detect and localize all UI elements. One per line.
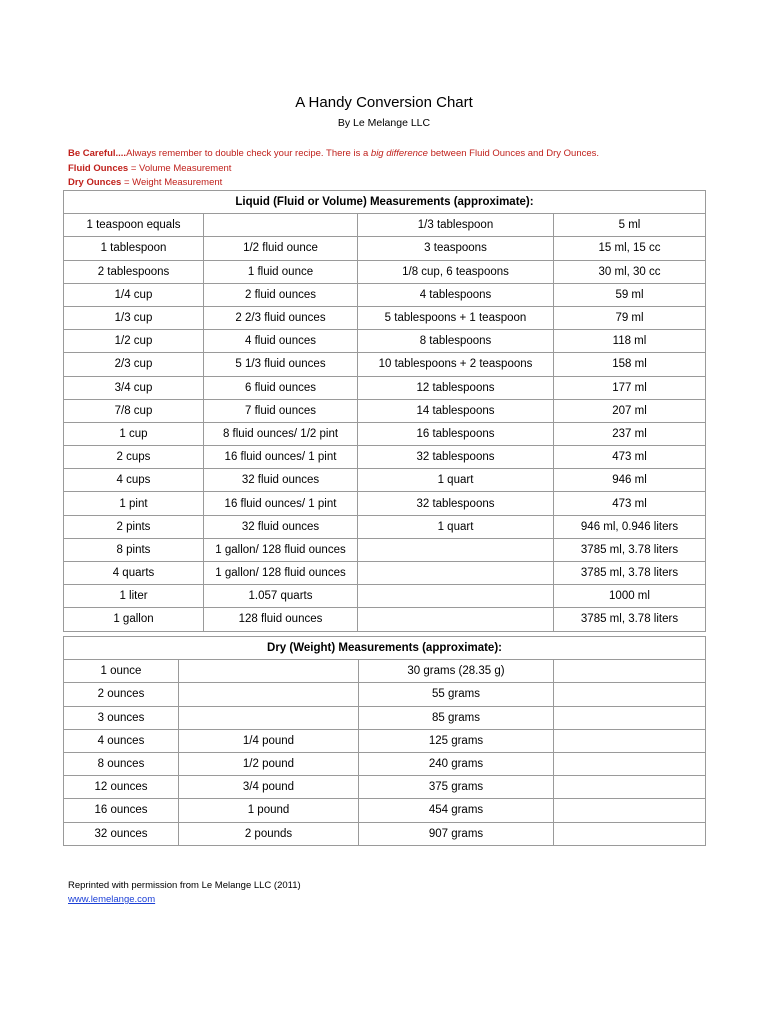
table-row xyxy=(64,260,706,283)
table-row xyxy=(64,608,706,631)
table-cell: 55 grams xyxy=(359,683,554,706)
table-cell: 5 tablespoons + 1 teaspoon xyxy=(358,306,554,329)
dry-label: Dry Ounces xyxy=(68,177,122,188)
table-row xyxy=(64,799,706,822)
reprint-note: Reprinted with permission from Le Melange LLC (2011) xyxy=(68,880,301,891)
table-cell: 5 1/3 fluid ounces xyxy=(204,353,358,376)
table-cell: 7 fluid ounces xyxy=(204,399,358,422)
table-cell xyxy=(358,585,554,608)
table-cell: 118 ml xyxy=(554,330,706,353)
table-row xyxy=(64,214,706,237)
table-cell: 1 gallon xyxy=(64,608,204,631)
table-cell: 1 gallon/ 128 fluid ounces xyxy=(204,562,358,585)
table-cell: 1 ounce xyxy=(64,660,179,683)
table-row xyxy=(64,515,706,538)
table-cell: 454 grams xyxy=(359,799,554,822)
careful-text-a: Always remember to double check your recipe. There is a xyxy=(126,148,371,159)
table-row xyxy=(64,660,706,683)
table-cell: 3/4 cup xyxy=(64,376,204,399)
table-cell: 1 teaspoon equals xyxy=(64,214,204,237)
careful-emphasis: big difference xyxy=(370,148,428,159)
liquid-measurements-table xyxy=(63,190,706,632)
table-cell: 4 ounces xyxy=(64,729,179,752)
table-cell: 128 fluid ounces xyxy=(204,608,358,631)
table-cell: 30 grams (28.35 g) xyxy=(359,660,554,683)
table-cell: 1/2 cup xyxy=(64,330,204,353)
table-row xyxy=(64,752,706,775)
table-cell: 4 quarts xyxy=(64,562,204,585)
careful-label: Be Careful.... xyxy=(68,148,127,159)
table-cell: 14 tablespoons xyxy=(358,399,554,422)
table-cell: 158 ml xyxy=(554,353,706,376)
table-cell xyxy=(554,706,706,729)
table-row xyxy=(64,729,706,752)
table-cell: 8 ounces xyxy=(64,752,179,775)
table-row xyxy=(64,376,706,399)
table-cell xyxy=(358,538,554,561)
table-row xyxy=(64,776,706,799)
table-cell: 1/2 pound xyxy=(179,752,359,775)
table-cell xyxy=(179,706,359,729)
table-cell: 3785 ml, 3.78 liters xyxy=(554,608,706,631)
table-cell xyxy=(358,562,554,585)
table-row xyxy=(64,469,706,492)
table-cell: 10 tablespoons + 2 teaspoons xyxy=(358,353,554,376)
table-row xyxy=(64,237,706,260)
table-cell: 1 gallon/ 128 fluid ounces xyxy=(204,538,358,561)
table-cell: 1 quart xyxy=(358,515,554,538)
table-cell: 2 cups xyxy=(64,446,204,469)
table-cell: 79 ml xyxy=(554,306,706,329)
table-cell: 946 ml xyxy=(554,469,706,492)
table-cell: 3 ounces xyxy=(64,706,179,729)
table-cell: 1 liter xyxy=(64,585,204,608)
careful-text-b: between Fluid Ounces and Dry Ounces. xyxy=(427,148,600,159)
table-cell: 32 tablespoons xyxy=(358,492,554,515)
table-cell: 1 fluid ounce xyxy=(204,260,358,283)
table-cell xyxy=(179,660,359,683)
table-cell: 15 ml, 15 cc xyxy=(554,237,706,260)
table-row xyxy=(64,585,706,608)
table-cell: 2 pints xyxy=(64,515,204,538)
table-cell: 16 tablespoons xyxy=(358,422,554,445)
table-cell: 946 ml, 0.946 liters xyxy=(554,515,706,538)
table-cell: 237 ml xyxy=(554,422,706,445)
table-cell: 1/8 cup, 6 teaspoons xyxy=(358,260,554,283)
table-cell xyxy=(554,799,706,822)
table-cell: 4 tablespoons xyxy=(358,283,554,306)
table-row xyxy=(64,492,706,515)
table-row xyxy=(64,562,706,585)
table-row xyxy=(64,422,706,445)
table-row xyxy=(64,283,706,306)
table-cell: 3/4 pound xyxy=(179,776,359,799)
table-cell: 2 2/3 fluid ounces xyxy=(204,306,358,329)
table-cell xyxy=(554,660,706,683)
table-row xyxy=(64,399,706,422)
table-cell: 4 cups xyxy=(64,469,204,492)
table-row xyxy=(64,353,706,376)
dry-note xyxy=(68,177,222,188)
table-cell: 1 quart xyxy=(358,469,554,492)
table-cell: 59 ml xyxy=(554,283,706,306)
table-cell: 30 ml, 30 cc xyxy=(554,260,706,283)
table-row xyxy=(64,330,706,353)
liquid-table-header: Liquid (Fluid or Volume) Measurements (approximate): xyxy=(64,191,706,214)
table-cell: 375 grams xyxy=(359,776,554,799)
table-cell: 1/2 fluid ounce xyxy=(204,237,358,260)
table-row xyxy=(64,683,706,706)
table-cell xyxy=(554,729,706,752)
table-row xyxy=(64,446,706,469)
table-cell xyxy=(204,214,358,237)
table-cell: 16 fluid ounces/ 1 pint xyxy=(204,492,358,515)
dry-text: = Weight Measurement xyxy=(121,177,223,188)
table-cell: 8 fluid ounces/ 1/2 pint xyxy=(204,422,358,445)
table-cell: 8 tablespoons xyxy=(358,330,554,353)
table-cell: 1/4 cup xyxy=(64,283,204,306)
dry-measurements-table xyxy=(63,636,706,846)
table-cell: 1 pint xyxy=(64,492,204,515)
table-cell: 2 tablespoons xyxy=(64,260,204,283)
table-cell: 2/3 cup xyxy=(64,353,204,376)
table-cell: 12 tablespoons xyxy=(358,376,554,399)
table-cell: 7/8 cup xyxy=(64,399,204,422)
fluid-label: Fluid Ounces xyxy=(68,163,129,174)
table-cell: 32 tablespoons xyxy=(358,446,554,469)
table-row xyxy=(64,706,706,729)
table-cell: 85 grams xyxy=(359,706,554,729)
table-row xyxy=(64,822,706,845)
table-row xyxy=(64,306,706,329)
table-cell: 1 pound xyxy=(179,799,359,822)
table-cell: 1 cup xyxy=(64,422,204,445)
table-cell xyxy=(554,752,706,775)
table-cell: 16 fluid ounces/ 1 pint xyxy=(204,446,358,469)
table-cell: 32 fluid ounces xyxy=(204,469,358,492)
table-cell: 473 ml xyxy=(554,446,706,469)
table-cell: 177 ml xyxy=(554,376,706,399)
table-cell: 1000 ml xyxy=(554,585,706,608)
table-cell: 240 grams xyxy=(359,752,554,775)
table-cell: 4 fluid ounces xyxy=(204,330,358,353)
fluid-text: = Volume Measurement xyxy=(128,163,232,174)
table-cell: 2 fluid ounces xyxy=(204,283,358,306)
table-cell xyxy=(554,822,706,845)
table-cell: 2 ounces xyxy=(64,683,179,706)
table-cell: 1.057 quarts xyxy=(204,585,358,608)
table-cell: 1/3 cup xyxy=(64,306,204,329)
table-row xyxy=(64,538,706,561)
table-cell: 3 teaspoons xyxy=(358,237,554,260)
fluid-note xyxy=(68,163,231,174)
table-cell: 6 fluid ounces xyxy=(204,376,358,399)
table-cell: 1/3 tablespoon xyxy=(358,214,554,237)
table-cell: 907 grams xyxy=(359,822,554,845)
table-cell xyxy=(554,776,706,799)
table-cell: 2 pounds xyxy=(179,822,359,845)
page-subtitle: By Le Melange LLC xyxy=(337,117,431,129)
table-cell: 473 ml xyxy=(554,492,706,515)
table-cell: 207 ml xyxy=(554,399,706,422)
table-cell: 5 ml xyxy=(554,214,706,237)
table-cell: 16 ounces xyxy=(64,799,179,822)
dry-table-header: Dry (Weight) Measurements (approximate): xyxy=(64,637,706,660)
table-cell: 3785 ml, 3.78 liters xyxy=(554,562,706,585)
table-cell xyxy=(179,683,359,706)
table-cell: 3785 ml, 3.78 liters xyxy=(554,538,706,561)
table-cell: 12 ounces xyxy=(64,776,179,799)
table-cell xyxy=(358,608,554,631)
page-title: A Handy Conversion Chart xyxy=(295,94,473,111)
website-link[interactable]: www.lemelange.com xyxy=(68,894,156,905)
table-cell: 32 fluid ounces xyxy=(204,515,358,538)
careful-note xyxy=(68,148,599,159)
table-cell: 32 ounces xyxy=(64,822,179,845)
table-cell: 1/4 pound xyxy=(179,729,359,752)
table-cell: 125 grams xyxy=(359,729,554,752)
table-cell xyxy=(554,683,706,706)
table-cell: 8 pints xyxy=(64,538,204,561)
table-cell: 1 tablespoon xyxy=(64,237,204,260)
